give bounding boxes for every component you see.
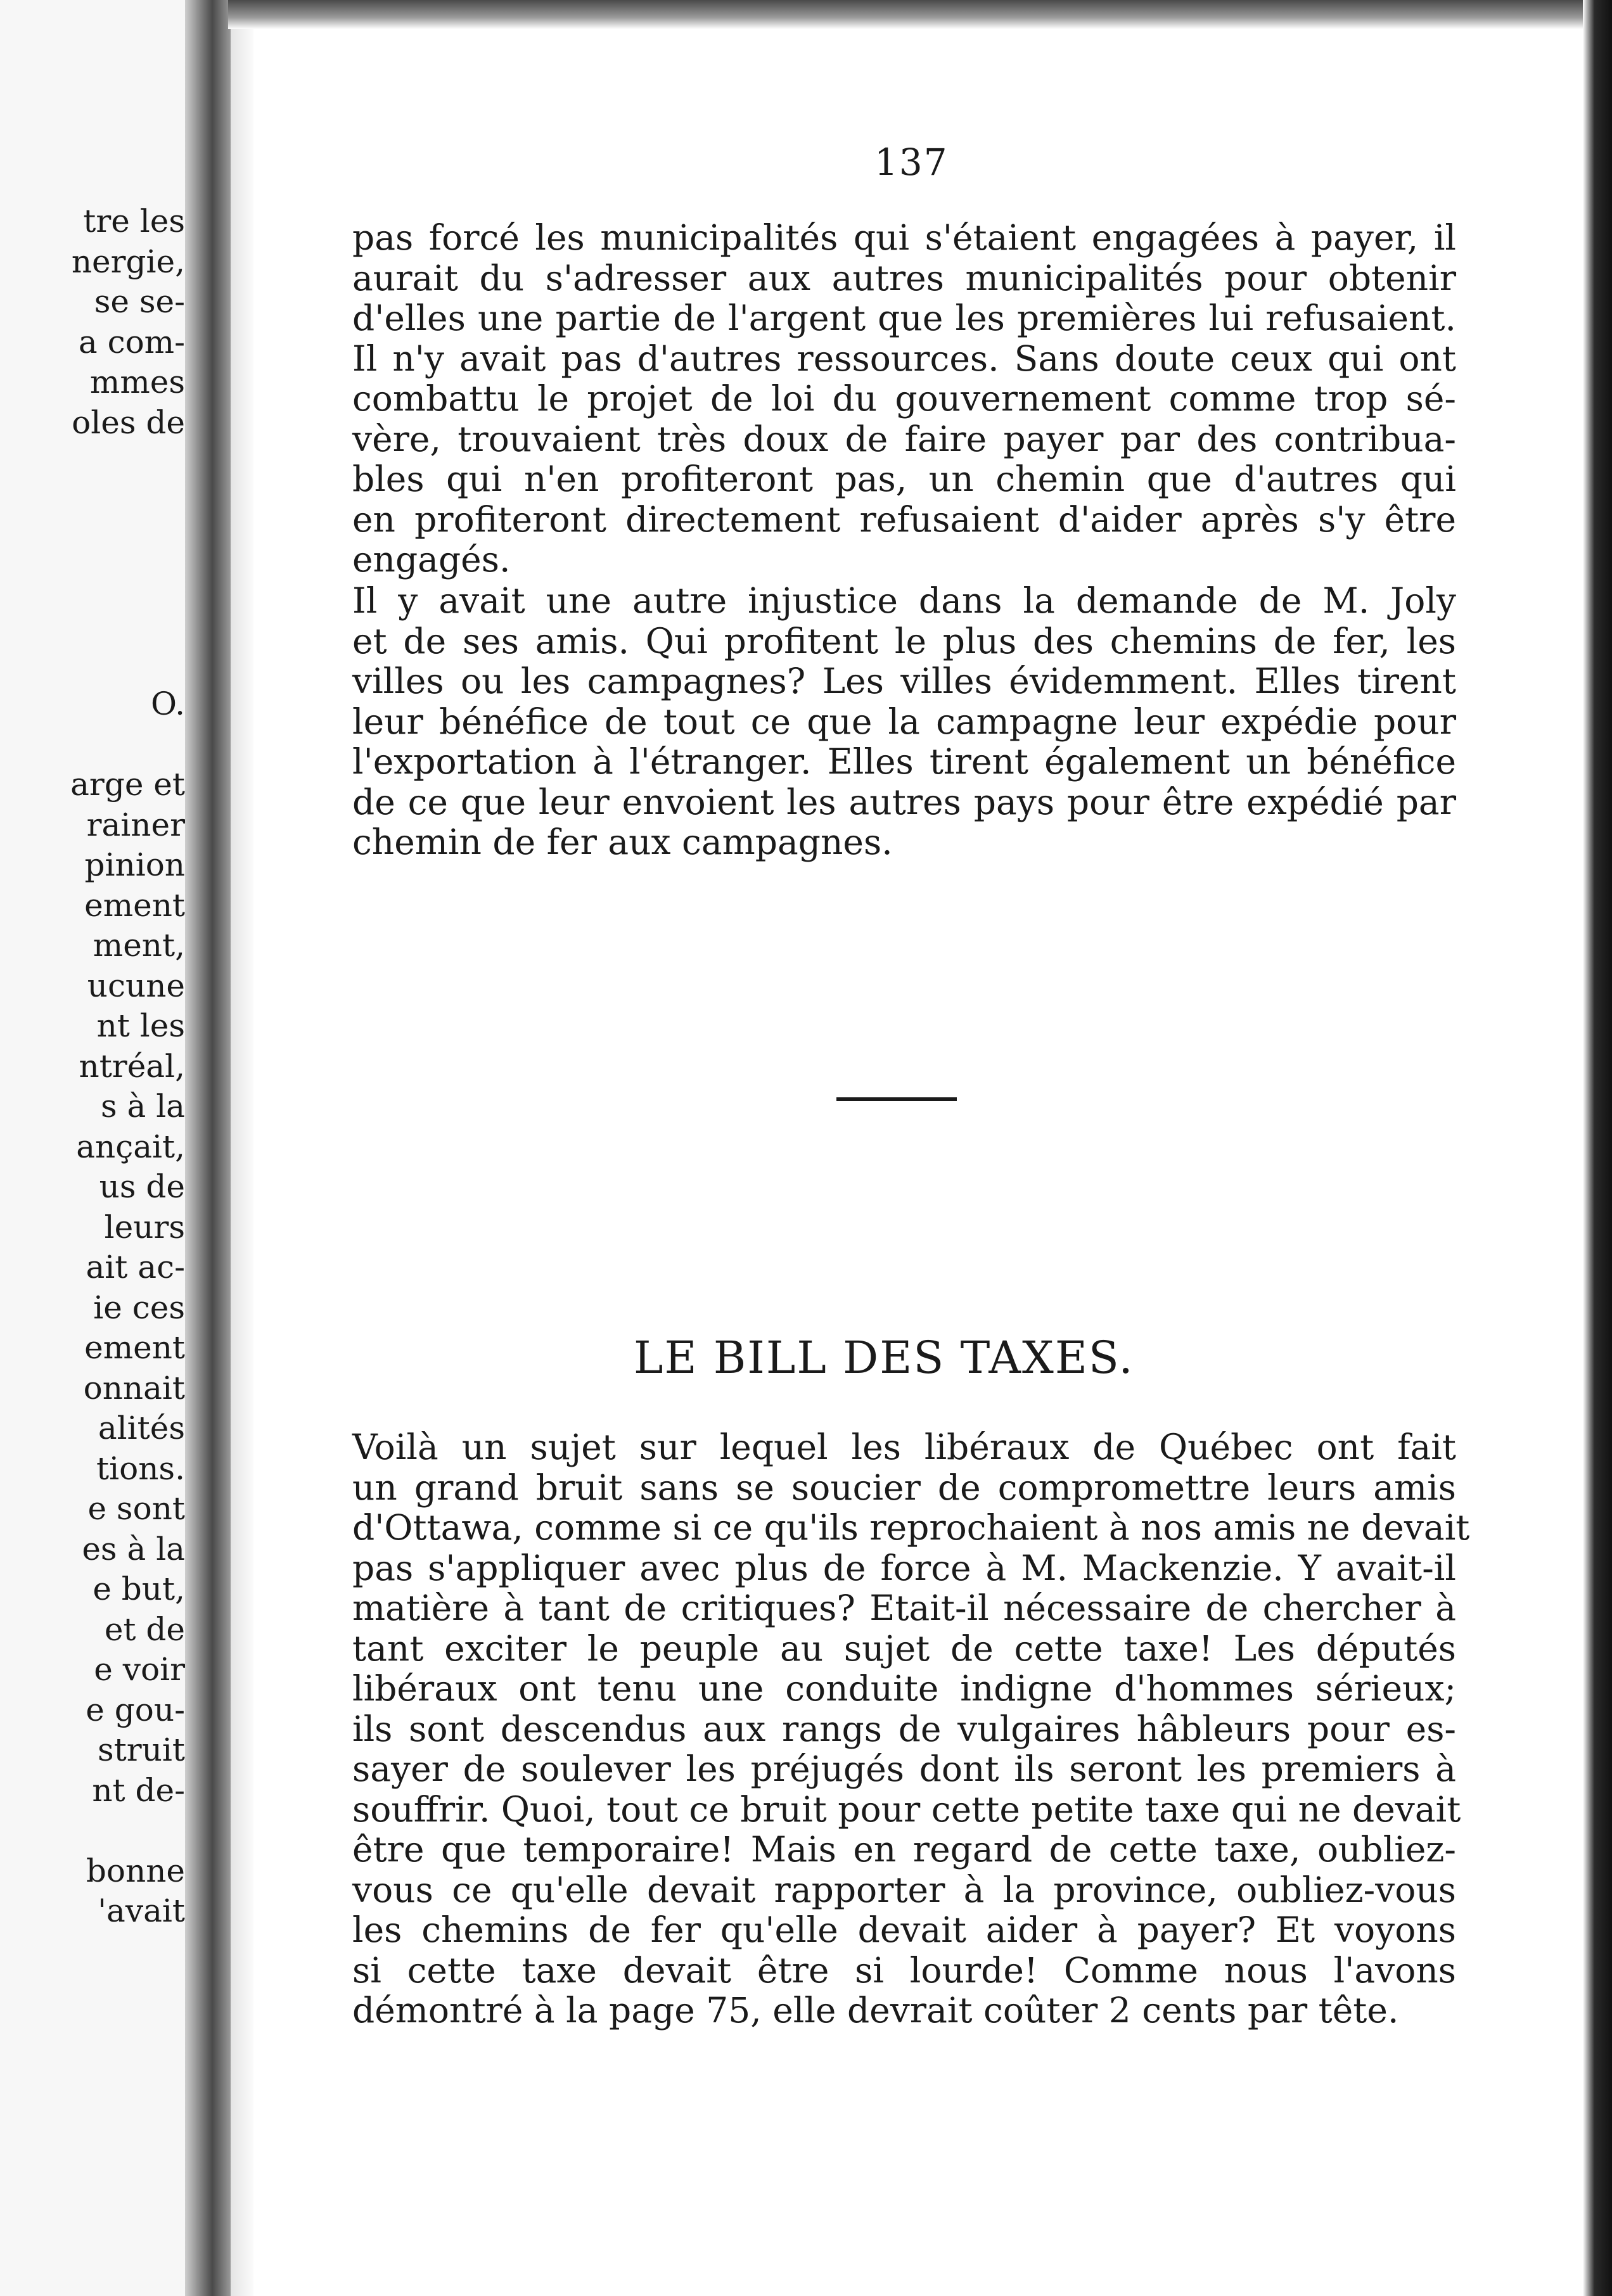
page-gutter-shadow	[185, 0, 231, 2296]
left-page-line: tions.	[96, 1450, 185, 1487]
left-page-line: oles de	[72, 404, 185, 441]
text-line: aurait du s'adresser aux autres municipalités pour obtenir	[352, 257, 1456, 298]
left-page-line	[70, 443, 185, 483]
text-line: les chemins de fer qu'elle devait aider à payer? Et voyons	[352, 1910, 1456, 1950]
paragraph-3	[352, 1427, 1470, 2031]
left-page-line: arge et	[70, 766, 185, 803]
left-page-line	[70, 564, 185, 604]
text-line: pas forcé les municipalités qui s'étaient engagées à payer, il	[352, 217, 1456, 258]
page-number: 137	[874, 141, 949, 184]
left-page-line: s à la	[100, 1088, 185, 1125]
text-line: libéraux ont tenu une conduite indigne d'hommes sérieux;	[352, 1668, 1456, 1709]
left-page-line: e voir	[94, 1651, 185, 1688]
left-page-line	[70, 604, 185, 644]
section-separator-rule	[836, 1097, 957, 1101]
left-page-line: e gou-	[86, 1691, 185, 1728]
left-page-line: se se-	[94, 283, 185, 320]
text-line: vous ce qu'elle devait rapporter à la province, oubliez-vous	[352, 1869, 1456, 1910]
left-page-line	[70, 644, 185, 685]
text-line: de ce que leur envoient les autres pays pour être expédié par	[352, 781, 1456, 822]
left-page-line: et de	[104, 1610, 185, 1648]
text-line: l'exportation à l'étranger. Elles tirent également un bénéfice	[352, 741, 1456, 782]
page-gutter-edge	[231, 0, 253, 2296]
left-page-text	[70, 201, 185, 1932]
text-line: Voilà un sujet sur lequel les libéraux de Québec ont fait	[352, 1427, 1456, 1467]
top-scan-edge	[228, 0, 1612, 29]
left-page-line: nt de-	[92, 1771, 185, 1809]
text-line: tant exciter le peuple au sujet de cette taxe! Les députés	[352, 1628, 1456, 1669]
text-line: démontré à la page 75, elle devrait coûter 2 cents par tête.	[352, 1990, 1399, 2031]
left-page-line: leurs	[104, 1208, 185, 1246]
text-line: si cette taxe devait être si lourde! Comme nous l'avons	[352, 1949, 1456, 1991]
right-scan-edge	[1583, 0, 1612, 2296]
left-page-line: onnait	[83, 1369, 185, 1406]
left-page-line: rainer	[86, 806, 185, 843]
left-page-line: e but,	[93, 1571, 185, 1607]
left-page-line	[70, 725, 185, 765]
text-line: Il y avait une autre injustice dans la demande de M. Joly	[352, 580, 1456, 621]
left-page-line: ançait,	[76, 1128, 185, 1165]
text-line: souffrir. Quoi, tout ce bruit pour cette petite taxe qui ne devait	[352, 1789, 1461, 1830]
left-page-line: e sont	[87, 1490, 185, 1527]
left-page-line: es à la	[82, 1530, 185, 1567]
text-line: vère, trouvaient très doux de faire payer par des contribua-	[352, 418, 1456, 459]
left-page-line: mmes	[89, 364, 185, 400]
left-page-line: ement	[84, 886, 185, 924]
text-line: d'Ottawa, comme si ce qu'ils reprochaient à nos amis ne devait	[352, 1507, 1470, 1548]
left-page-line: 'avait	[98, 1892, 185, 1929]
left-page-line: bonne	[86, 1852, 185, 1889]
text-line: leur bénéfice de tout ce que la campagne leur expédie pour	[352, 701, 1456, 742]
left-page-line: pinion	[84, 846, 185, 883]
left-page-line	[70, 523, 185, 564]
paragraph-2	[352, 581, 1456, 863]
text-line: sayer de soulever les préjugés dont ils seront les premiers à	[352, 1749, 1456, 1789]
text-line: un grand bruit sans se soucier de compromettre leurs amis	[352, 1467, 1456, 1508]
left-page-line: ntréal,	[79, 1047, 185, 1085]
left-page-line: struit	[98, 1732, 185, 1768]
left-page-line	[70, 483, 185, 524]
left-page-line: us de	[99, 1168, 185, 1205]
text-line: combattu le projet de loi du gouvernement comme trop sé-	[352, 378, 1456, 419]
left-page-line: ie ces	[93, 1289, 185, 1326]
paragraph-1	[352, 218, 1456, 580]
text-line: Il n'y avait pas d'autres ressources. Sans doute ceux qui ont	[352, 338, 1456, 379]
left-page-line: nergie,	[71, 243, 185, 280]
text-line: en profiteront directement refusaient d'aider après s'y être	[352, 499, 1456, 540]
text-line: bles qui n'en profiteront pas, un chemin que d'autres qui	[352, 459, 1456, 499]
left-page-line: O.	[151, 686, 185, 722]
text-line: villes ou les campagnes? Les villes évidemment. Elles tirent	[352, 661, 1456, 701]
left-page-line: alités	[98, 1410, 185, 1446]
text-line: chemin de fer aux campagnes.	[352, 822, 893, 862]
left-page-line: ucune	[87, 967, 185, 1004]
text-line: engagés.	[352, 539, 511, 580]
left-page-line: ait ac-	[86, 1249, 185, 1285]
text-line: ils sont descendus aux rangs de vulgaires hâbleurs pour es-	[352, 1708, 1456, 1749]
left-page-fragment	[0, 0, 190, 2296]
left-page-line: ement	[84, 1329, 185, 1366]
section-heading: LE BILL DES TAXES.	[634, 1332, 1134, 1384]
left-page-line	[70, 1811, 185, 1851]
left-page-line: ment,	[93, 927, 185, 964]
text-line: d'elles une partie de l'argent que les premières lui refusaient.	[352, 298, 1456, 338]
left-page-line: tre les	[83, 203, 185, 239]
text-line: et de ses amis. Qui profitent le plus des chemins de fer, les	[352, 620, 1456, 661]
text-line: être que temporaire! Mais en regard de cette taxe, oubliez-	[352, 1829, 1456, 1870]
text-line: pas s'appliquer avec plus de force à M. Mackenzie. Y avait-il	[352, 1547, 1456, 1588]
left-page-line: a com-	[78, 323, 185, 360]
left-page-line: nt les	[96, 1007, 185, 1044]
text-line: matière à tant de critiques? Etait-il nécessaire de chercher à	[352, 1588, 1456, 1628]
